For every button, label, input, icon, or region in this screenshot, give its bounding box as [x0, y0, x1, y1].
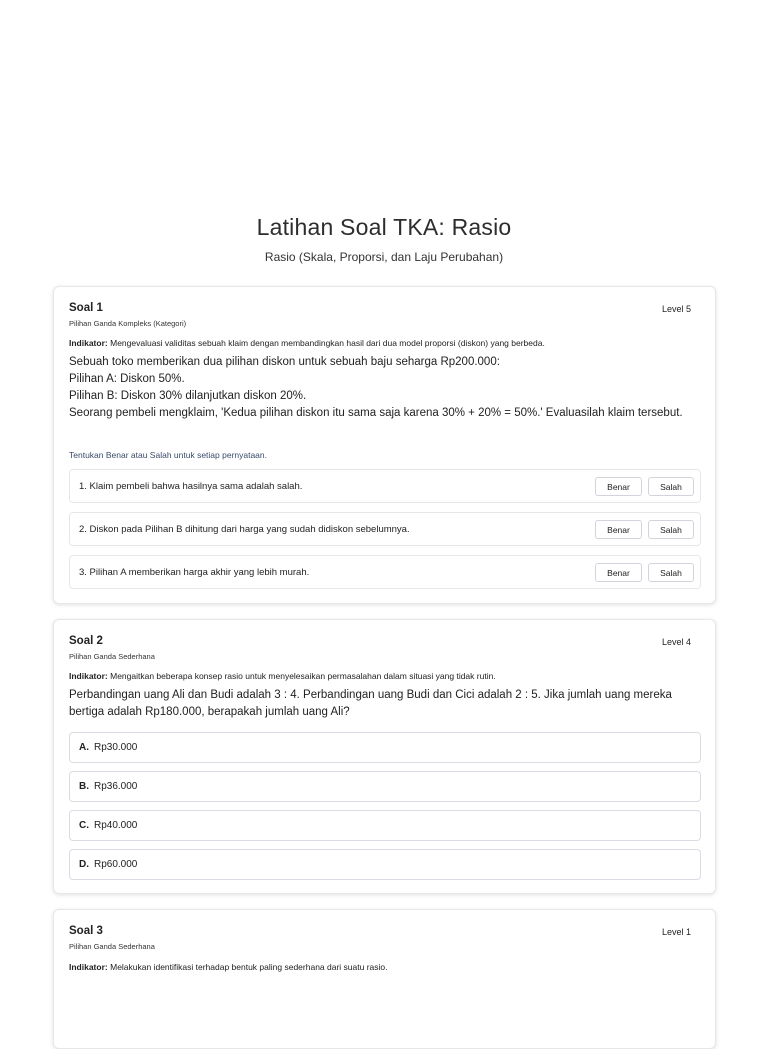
indicator-text: Mengevaluasi validitas sebuah klaim dengan membandingkan hasil dari dua model proporsi (diskon) yang berbeda.	[110, 338, 545, 348]
true-button[interactable]: Benar	[595, 520, 642, 539]
question-title: Soal 2	[69, 635, 103, 647]
statement-row	[69, 555, 701, 589]
true-button[interactable]: Benar	[595, 477, 642, 496]
statement-text: 2. Diskon pada Pilihan B dihitung dari harga yang sudah didiskon sebelumnya.	[79, 524, 410, 535]
statement-text: 1. Klaim pembeli bahwa hasilnya sama adalah salah.	[79, 481, 303, 492]
indicator-text: Melakukan identifikasi terhadap bentuk paling sederhana dari suatu rasio.	[110, 962, 388, 972]
false-button[interactable]: Salah	[648, 520, 694, 539]
question-text: Perbandingan uang Ali dan Budi adalah 3 : 4. Perbandingan uang Budi dan Cici adalah 2 : 5. Jika jumlah uang mereka bertiga adalah Rp180.000, berapakah jumlah uang Ali?	[69, 689, 672, 718]
option-text: Rp36.000	[94, 781, 138, 792]
option-text: Rp60.000	[94, 859, 138, 870]
question-line: Sebuah toko memberikan dua pilihan diskon untuk sebuah baju seharga Rp200.000:	[69, 356, 500, 368]
option-letter: B.	[79, 781, 89, 792]
question-text	[69, 354, 693, 422]
answer-option-c[interactable]	[69, 810, 701, 841]
true-button[interactable]: Benar	[595, 563, 642, 582]
answer-option-b[interactable]	[69, 771, 701, 802]
page-subtitle: Rasio (Skala, Proporsi, dan Laju Perubahan)	[264, 250, 504, 264]
false-button[interactable]: Salah	[648, 563, 694, 582]
question-indicator	[69, 671, 496, 681]
option-letter: A.	[79, 742, 89, 753]
statement-row	[69, 469, 701, 503]
false-button[interactable]: Salah	[648, 477, 694, 496]
statement-row	[69, 512, 701, 546]
option-letter: C.	[79, 820, 89, 831]
indicator-label: Indikator:	[69, 962, 108, 972]
statement-text: 3. Pilihan A memberikan harga akhir yang lebih murah.	[79, 567, 310, 578]
page-title: Latihan Soal TKA: Rasio	[256, 214, 512, 240]
question-card-2	[53, 619, 716, 894]
option-letter: D.	[79, 859, 89, 870]
question-title: Soal 1	[69, 302, 103, 314]
indicator-text: Mengaitkan beberapa konsep rasio untuk menyelesaikan permasalahan dalam situasi yang tidak rutin.	[110, 671, 496, 681]
question-type: Pilihan Ganda Sederhana	[69, 942, 155, 951]
question-type: Pilihan Ganda Sederhana	[69, 652, 155, 661]
answer-option-d[interactable]	[69, 849, 701, 880]
question-indicator	[69, 338, 545, 348]
question-card-1	[53, 286, 716, 604]
question-level-badge: Level 5	[661, 304, 691, 314]
question-title: Soal 3	[69, 925, 103, 937]
option-text: Rp40.000	[94, 820, 138, 831]
question-indicator	[69, 962, 387, 972]
option-text: Rp30.000	[94, 742, 138, 753]
question-line: Pilihan B: Diskon 30% dilanjutkan diskon 20%.	[69, 390, 307, 402]
question-level-badge: Level 4	[661, 637, 691, 647]
question-card-3	[53, 909, 716, 1049]
question-line: Seorang pembeli mengklaim, 'Kedua pilihan diskon itu sama saja karena 30% + 20% = 50%.' Evaluasilah klaim tersebut.	[69, 407, 683, 419]
indicator-label: Indikator:	[69, 671, 108, 681]
answer-option-a[interactable]	[69, 732, 701, 763]
question-line: Pilihan A: Diskon 50%.	[69, 373, 185, 385]
question-level-badge: Level 1	[661, 927, 691, 937]
indicator-label: Indikator:	[69, 338, 108, 348]
question-type: Pilihan Ganda Kompleks (Kategori)	[69, 319, 187, 328]
question-instruction: Tentukan Benar atau Salah untuk setiap pernyataan.	[69, 450, 268, 460]
